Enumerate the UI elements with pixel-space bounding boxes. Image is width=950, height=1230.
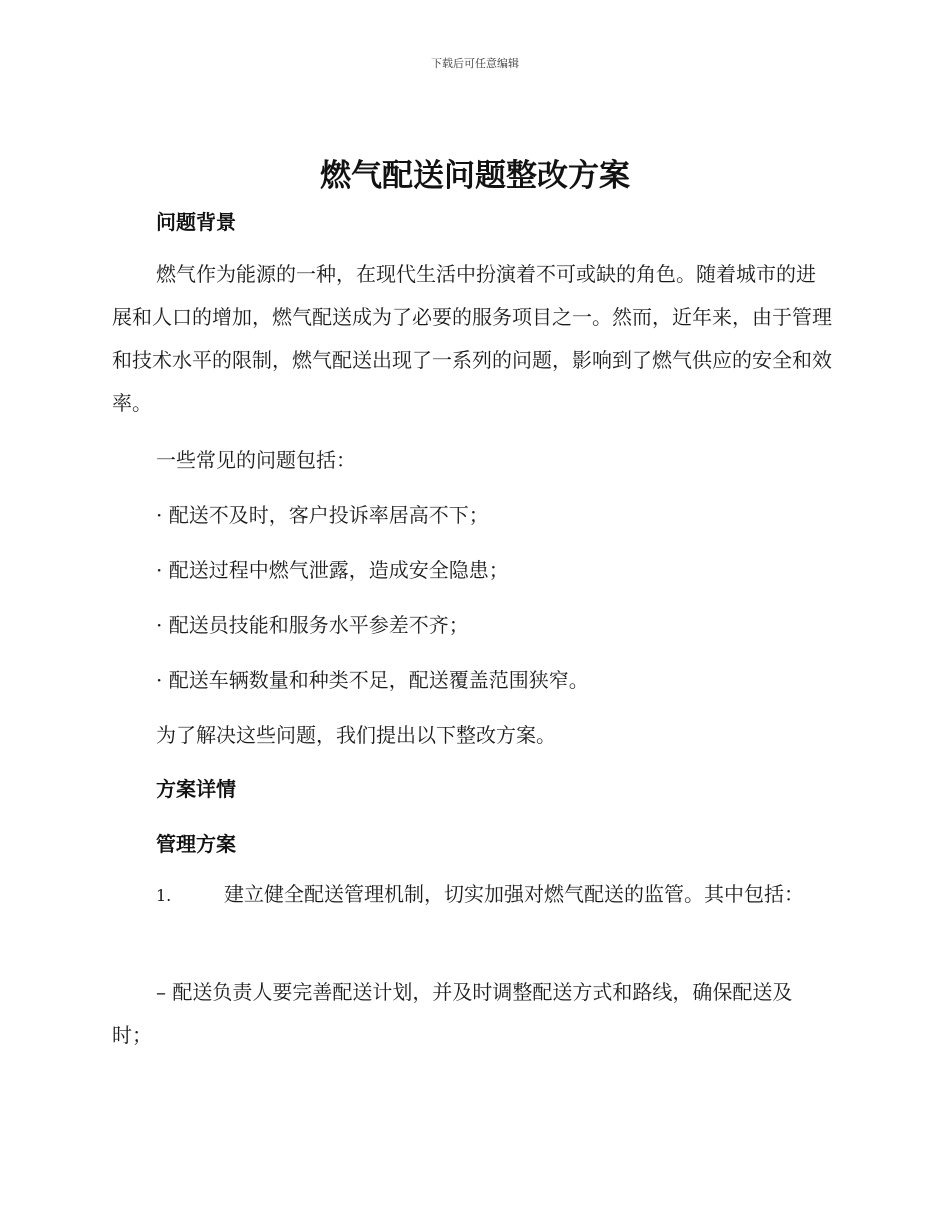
background-paragraph: 燃气作为能源的一种，在现代生活中扮演着不可或缺的角色。随着城市的进展和人口的增加，燃气配送成为了必要的服务项目之一。然而，近年来，由于管理和技术水平的限制，燃气配送出现了一系列的问题，影响到了燃气供应的安全和效率。 [112,262,832,415]
issue-list-item: · 配送不及时，客户投诉率居高不下； [156,503,489,527]
issue-list-item: · 配送过程中燃气泄露，造成安全隐患； [156,558,509,582]
numbered-item-1 [112,873,832,917]
solution-intro: 为了解决这些问题，我们提出以下整改方案。 [156,723,556,747]
sub-item: – 配送负责人要完善配送计划，并及时调整配送方式和路线，确保配送及时； [112,980,793,1047]
issue-list-item: · 配送车辆数量和种类不足，配送覆盖范围狭窄。 [156,668,589,692]
numbered-item-text: 建立健全配送管理机制，切实加强对燃气配送的监管。其中包括： [224,882,804,906]
issue-list-item: · 配送员技能和服务水平参差不齐； [156,613,469,637]
document-title: 燃气配送问题整改方案 [320,158,630,194]
numbered-item-number: 1. [156,886,172,905]
section-heading-background: 问题背景 [156,210,236,234]
common-issues-intro: 一些常见的问题包括： [156,448,356,472]
header-note: 下载后可任意编辑 [431,57,519,70]
section-heading-plan: 方案详情 [156,777,236,801]
section-heading-management: 管理方案 [156,832,236,856]
